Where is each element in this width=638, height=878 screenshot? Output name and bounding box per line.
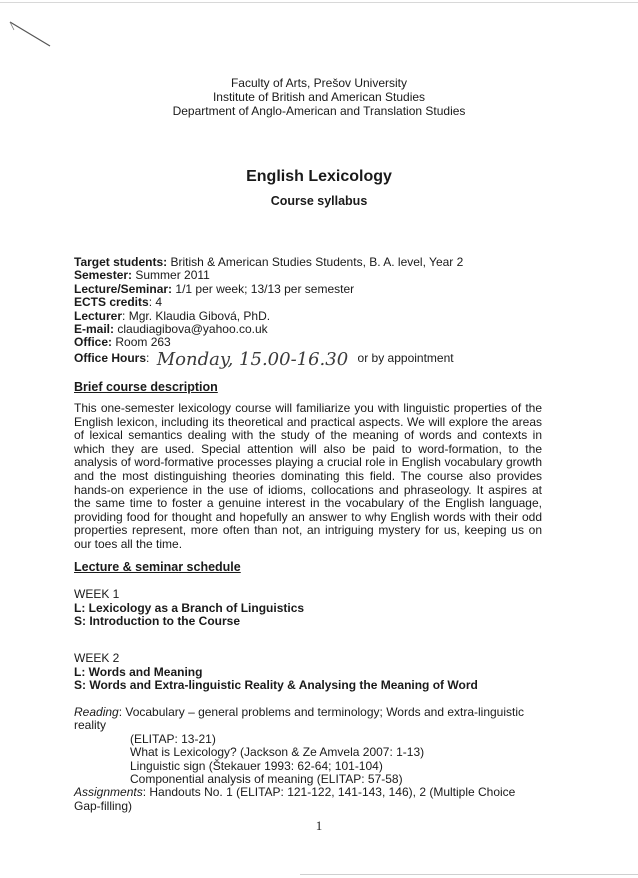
email-value: claudiagibova@yahoo.co.uk — [117, 322, 268, 337]
ects-value: : 4 — [148, 295, 163, 310]
week-1-seminar: S: Introduction to the Course — [74, 614, 240, 629]
lecture-row — [74, 283, 554, 296]
week-1-block — [74, 588, 304, 629]
office-hours-colon: : — [146, 350, 150, 365]
reading-line-1 — [74, 706, 544, 733]
week-2-lecture: L: Words and Meaning — [74, 664, 203, 679]
reading-line-4: Linguistic sign (Štekauer 1993: 62-64; 101-104) — [130, 758, 383, 773]
week-2-label: WEEK 2 — [74, 651, 120, 665]
scan-mark — [4, 20, 54, 50]
email-label: E-mail: — [74, 322, 115, 337]
ects-row — [74, 296, 554, 309]
ects-label: ECTS credits — [74, 295, 149, 310]
lecturer-label: Lecturer — [74, 308, 123, 323]
reading-block — [74, 706, 544, 813]
office-label: Office: — [74, 335, 113, 350]
week-1-label: WEEK 1 — [74, 587, 120, 601]
target-label: Target students: — [74, 255, 168, 269]
course-info — [74, 255, 554, 370]
office-hours-label: Office Hours — [74, 350, 147, 365]
reading-line-3: What is Lexicology? (Jackson & Ze Amvela 2007: 1-13) — [130, 745, 425, 760]
course-subtitle: Course syllabus — [270, 194, 368, 208]
reading-text-1: : Vocabulary – general problems and terminology; Words and extra-linguistic reality — [74, 705, 525, 733]
semester-label: Semester: — [74, 268, 133, 283]
institution-header — [0, 76, 638, 118]
page-number: 1 — [315, 818, 323, 833]
lecture-value: 1/1 per week; 13/13 per semester — [175, 281, 355, 296]
lecturer-row — [74, 310, 554, 323]
email-row — [74, 323, 554, 336]
assignments-label: Assignments — [74, 785, 143, 800]
week-1-lecture: L: Lexicology as a Branch of Linguistics — [74, 600, 305, 615]
week-2-seminar: S: Words and Extra-linguistic Reality & Analysing the Meaning of Word — [74, 678, 478, 693]
semester-value: Summer 2011 — [135, 268, 210, 283]
institute-line: Institute of British and American Studies — [212, 90, 426, 104]
office-row — [74, 336, 554, 349]
faculty-line: Faculty of Arts, Prešov University — [230, 76, 408, 90]
scan-edge-top — [0, 2, 638, 3]
assignments-line — [74, 786, 544, 813]
course-title: English Lexicology — [246, 168, 392, 185]
office-hours-row — [74, 348, 554, 370]
brief-description-heading: Brief course description — [74, 380, 218, 394]
brief-description-text: This one-semester lexicology course will familiarize you with linguistic properties of the English lexicon, including its theoretical and practical aspects. We will explore the areas of lexical semantics dealing with the study of the meaning of words and contexts in which they are used. Special attention will also be paid to word-formation, to the analysis of word-formative processes playing a crucial role in English vocabulary growth and the most distinguishing theories dominating this field. The course also provides hands-on experience in the use of idioms, collocations and phraseology. It aspires at the same time to foster a genuine interest in the vocabulary of the English language, providing food for thought and hopefully an answer to why English words with their odd properties represent, more often than not, an intriguing mystery for us, keeping us on our toes all the time. — [74, 401, 542, 551]
lecture-label: Lecture/Seminar: — [74, 281, 173, 296]
office-hours-suffix: or by appointment — [357, 350, 454, 365]
department-line: Department of Anglo-American and Translation Studies — [172, 104, 466, 118]
week-2-block — [74, 652, 478, 693]
target-row — [74, 256, 554, 269]
reading-line-2: (ELITAP: 13-21) — [130, 731, 216, 746]
assignments-text: : Handouts No. 1 (ELITAP: 121-122, 141-143, 146), 2 (Multiple Choice Gap-filling) — [74, 785, 516, 813]
scan-edge-bottom — [300, 874, 638, 875]
schedule-heading: Lecture & seminar schedule — [74, 560, 241, 574]
reading-label: Reading — [74, 705, 119, 719]
reading-line-5: Componential analysis of meaning (ELITAP: 57-58) — [130, 772, 403, 787]
semester-row — [74, 269, 554, 282]
office-value: Room 263 — [115, 335, 171, 350]
target-value: British & American Studies Students, B. A. level, Year 2 — [170, 255, 464, 269]
handwritten-hours: Monday, 15.00-16.30 — [156, 348, 349, 370]
lecturer-value: : Mgr. Klaudia Gibová, PhD. — [122, 308, 271, 323]
